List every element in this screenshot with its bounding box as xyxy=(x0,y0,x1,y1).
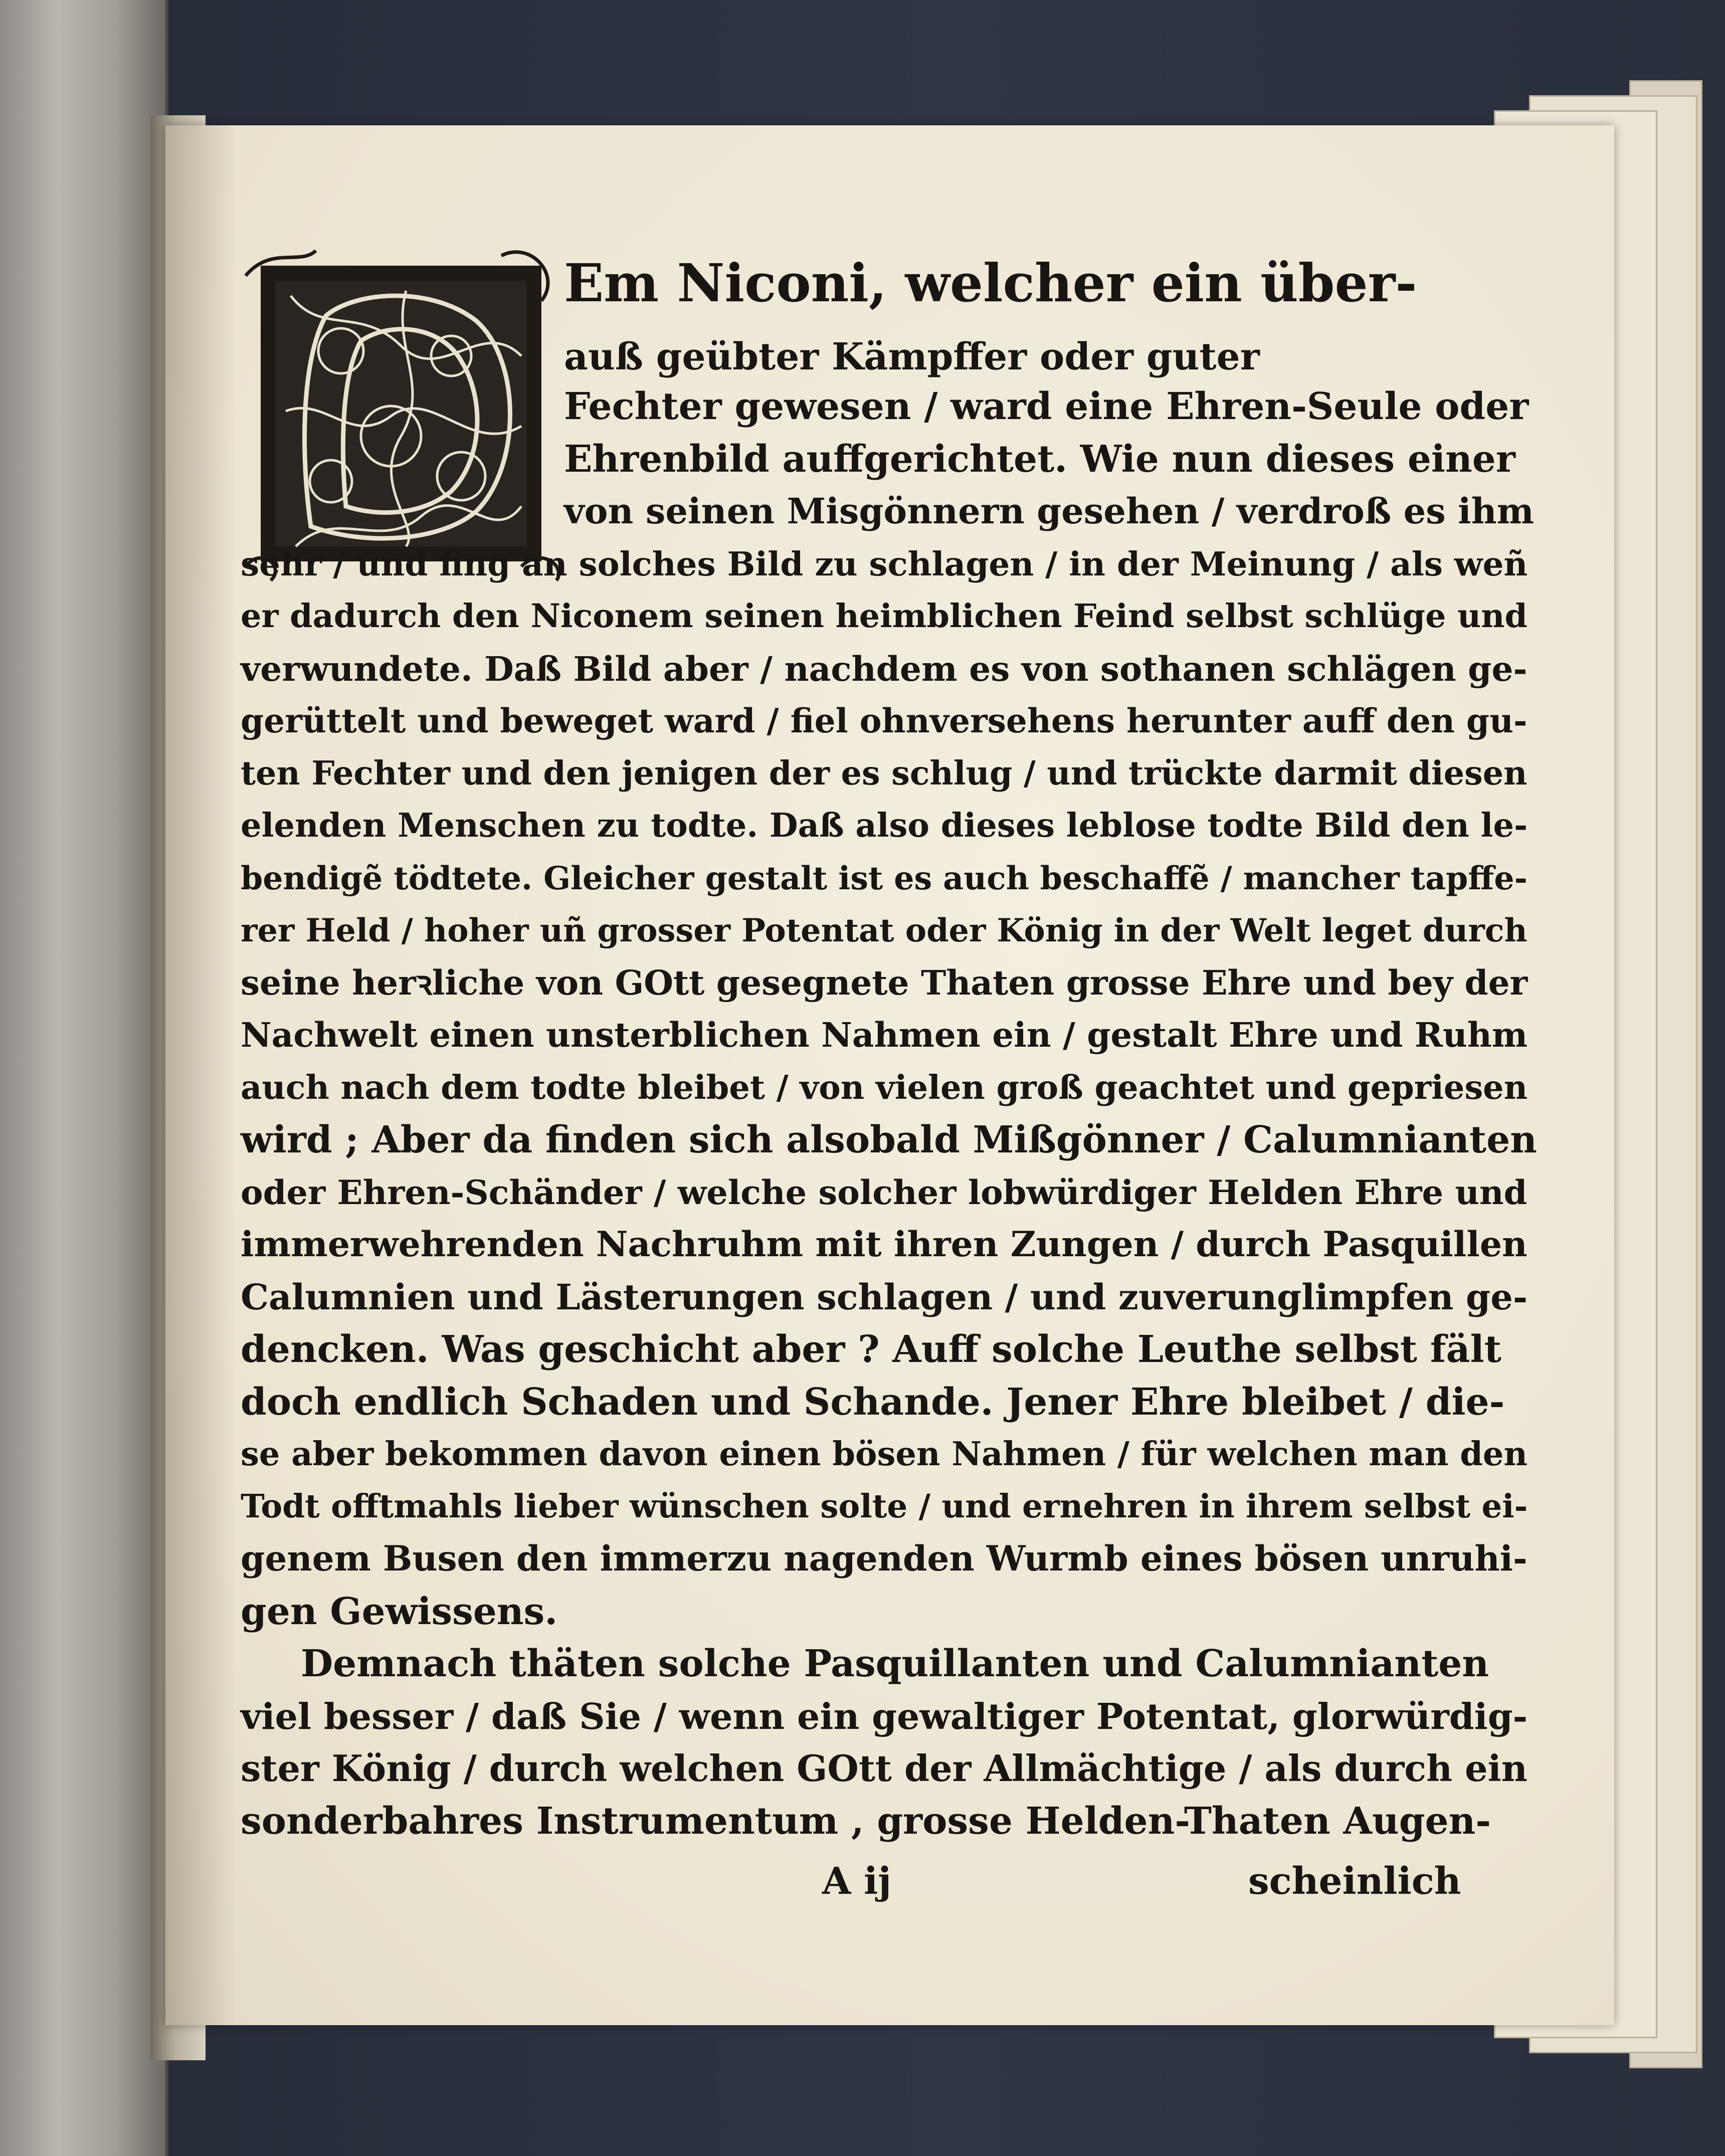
text-line: auß geübter Kämpffer oder guter xyxy=(564,335,1260,378)
text-line: gen Gewissens. xyxy=(241,1590,558,1633)
signature-mark: A ij xyxy=(822,1860,892,1903)
text-line: er dadurch den Niconem seinen heimblichen Feind selbst schlüge und xyxy=(241,597,1527,635)
text-line: auch nach dem todte bleibet / von vielen groß geachtet und gepriesen xyxy=(241,1068,1528,1107)
text-line: Calumnien und Lästerungen schlagen / und zuverunglimpfen ge- xyxy=(241,1276,1528,1318)
text-line: gerüttelt und beweget ward / fiel ohnversehens herunter auff den gu- xyxy=(241,701,1527,740)
text-line: Ehrenbild auffgerichtet. Wie nun dieses einer xyxy=(564,437,1515,481)
book-page xyxy=(165,125,1614,2025)
page-gutter-shadow xyxy=(165,125,236,2025)
text-line: von seinen Misgönnern gesehen / verdroß es ihm xyxy=(564,490,1534,532)
text-line: oder Ehren-Schänder / welche solcher lobwürdiger Helden Ehre und xyxy=(241,1172,1527,1212)
decorated-initial-d xyxy=(241,246,571,581)
text-line: Nachwelt einen unsterblichen Nahmen ein / gestalt Ehre und Ruhm xyxy=(241,1015,1528,1055)
text-line: Fechter gewesen / ward eine Ehren-Seule oder xyxy=(564,385,1529,428)
book-cover xyxy=(0,0,168,2156)
text-line: doch endlich Schaden und Schande. Jener Ehre bleibet / die- xyxy=(241,1380,1505,1424)
text-line: Demnach thäten solche Pasquillanten und Calumnianten xyxy=(301,1642,1489,1685)
text-line: viel besser / daß Sie / wenn ein gewaltiger Potentat, glorwürdig- xyxy=(241,1695,1528,1737)
text-line: wird ; Aber da finden sich alsobald Mißgönner / Calumnianten xyxy=(241,1118,1537,1161)
text-line: Todt offtmahls lieber wünschen solte / und ernehren in ihrem selbst ei- xyxy=(241,1487,1528,1525)
text-line: sonderbahres Instrumentum , grosse Helden-Thaten Augen- xyxy=(241,1799,1491,1843)
text-line: seine herꝛliche von GOtt gesegnete Thaten grosse Ehre und bey der xyxy=(241,962,1528,1003)
text-line: bendigẽ tödtete. Gleicher gestalt ist es auch beschaffẽ / mancher tapffe- xyxy=(241,859,1527,897)
text-line: se aber bekommen davon einen bösen Nahmen / für welchen man den xyxy=(241,1435,1528,1473)
ornament-initial-graphic xyxy=(241,246,571,581)
text-line: elenden Menschen zu todte. Daß also dieses leblose todte Bild den le- xyxy=(241,807,1528,845)
text-line: Em Niconi, welcher ein über- xyxy=(564,252,1417,314)
catchword: scheinlich xyxy=(1248,1860,1461,1903)
text-line: dencken. Was geschicht aber ? Auff solche Leuthe selbst fält xyxy=(241,1328,1501,1371)
text-line: ster König / durch welchen GOtt der Allmächtige / als durch ein xyxy=(241,1747,1527,1790)
text-line: verwundete. Daß Bild aber / nachdem es von sothanen schlägen ge- xyxy=(241,648,1527,689)
text-line: genem Busen den immerzu nagenden Wurmb eines bösen unruhi- xyxy=(241,1538,1527,1579)
text-line: immerwehrenden Nachruhm mit ihren Zungen / durch Pasquillen xyxy=(241,1224,1527,1265)
text-line: sehr / und fing an solches Bild zu schlagen / in der Meinung / als weñ xyxy=(241,544,1528,583)
text-line: ten Fechter und den jenigen der es schlug / und trückte darmit diesen xyxy=(241,754,1527,793)
text-line: rer Held / hoher uñ grosser Potentat oder König in der Welt leget durch xyxy=(241,911,1527,949)
